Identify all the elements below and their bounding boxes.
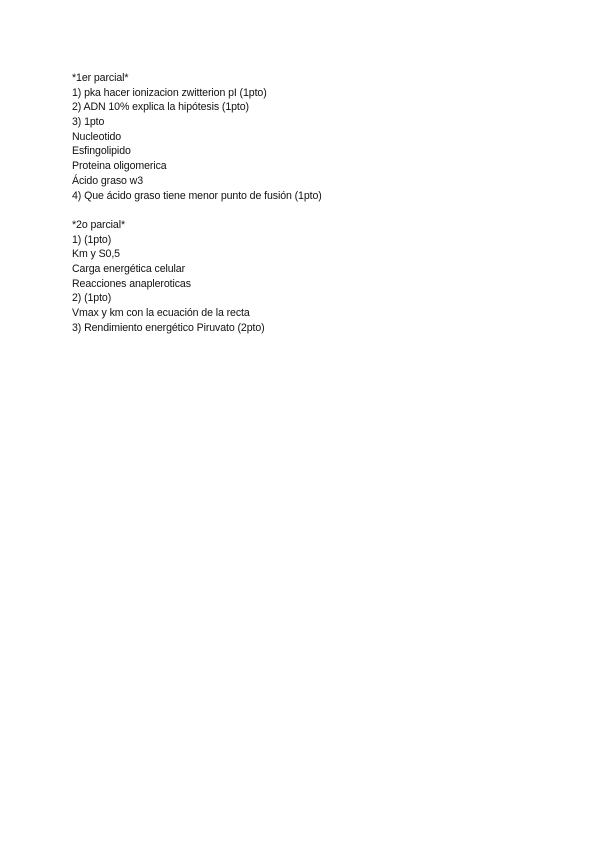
question-line: 2) ADN 10% explica la hipótesis (1pto) — [72, 101, 249, 114]
question-line: 3) 1pto — [72, 116, 105, 129]
question-line: Vmax y km con la ecuación de la recta — [72, 307, 250, 319]
question-line: Ácido graso w3 — [72, 174, 144, 187]
section-spacer — [72, 203, 532, 218]
question-line: Esfingolipido — [72, 145, 131, 158]
document-body — [72, 71, 532, 335]
question-line: Reacciones anapleroticas — [72, 277, 191, 290]
question-line: Proteina oligomerica — [72, 160, 167, 173]
question-line: 2) (1pto) — [72, 292, 112, 305]
section-heading-2: *2o parcial* — [72, 218, 125, 231]
question-line: 1) pka hacer ionizacion zwitterion pI (1pto) — [72, 86, 267, 99]
question-line: 3) Rendimiento energético Piruvato (2pto) — [72, 321, 265, 334]
question-line: Km y S0,5 — [72, 248, 120, 261]
question-line: 1) (1pto) — [72, 233, 112, 246]
question-line: Nucleotido — [72, 130, 122, 143]
question-line: Carga energética celular — [72, 262, 186, 275]
section-heading-1: *1er parcial* — [72, 72, 129, 84]
question-line: 4) Que ácido graso tiene menor punto de fusión (1pto) — [72, 189, 322, 202]
